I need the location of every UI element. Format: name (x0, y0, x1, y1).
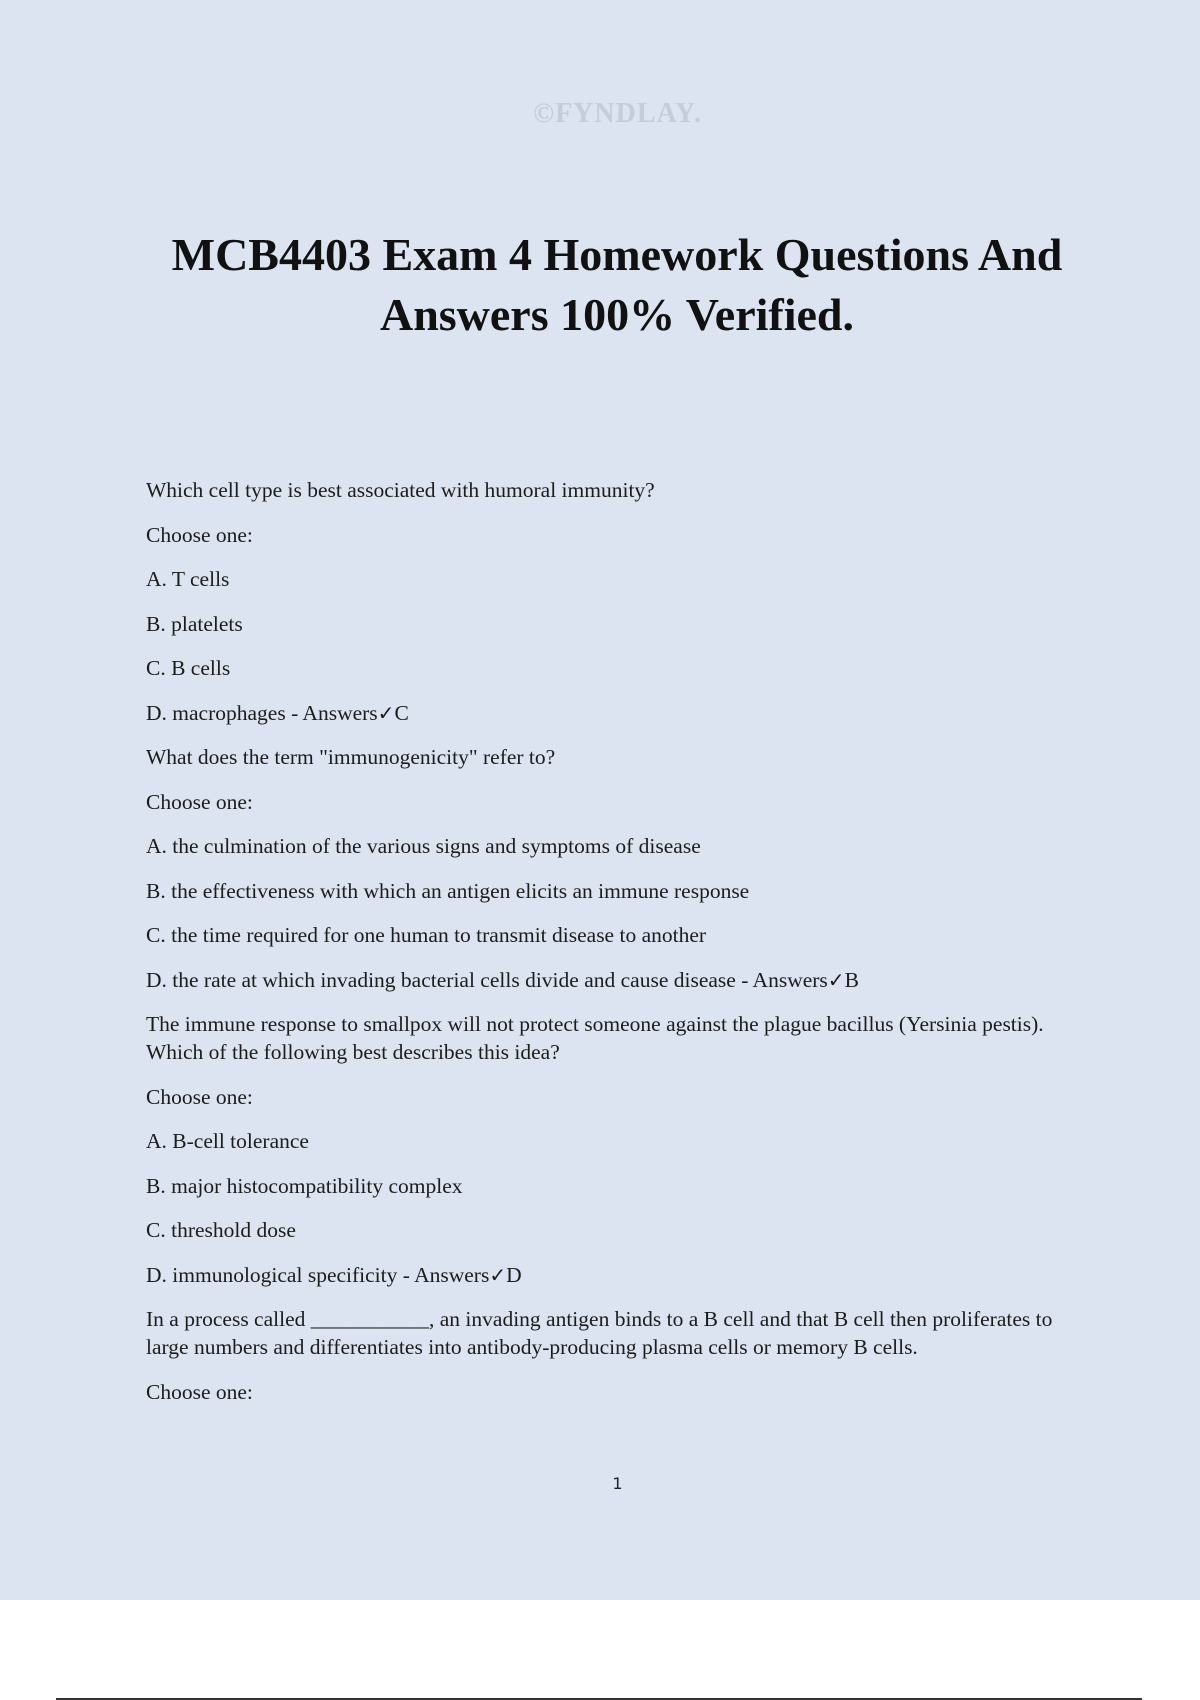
correct-answer: B (844, 967, 859, 992)
answer-option-text: D. macrophages - Answers (146, 700, 378, 725)
answer-option: A. T cells (146, 567, 230, 591)
answer-option-with-key (146, 966, 1096, 994)
document-title: MCB4403 Exam 4 Homework Questions And Answers 100% Verified. (171, 229, 1063, 340)
check-mark-icon: ✓ (377, 700, 395, 725)
correct-answer: C (394, 700, 409, 725)
choose-one-label: Choose one: (146, 1084, 253, 1109)
choose-one-label: Choose one: (146, 1379, 253, 1404)
question-prompt: In a process called ___________, an invading antigen binds to a B cell and that B cell then proliferates to large numbers and differentiates into antibody-producing plasma cells or memory B cells. (146, 1307, 1053, 1359)
answer-option: B. the effectiveness with which an antigen elicits an immune response (146, 878, 750, 903)
question-prompt: The immune response to smallpox will not protect someone against the plague bacillus (Yersinia pestis). Which of the following best describes this idea? (146, 1012, 1044, 1064)
answer-option: B. platelets (146, 611, 243, 636)
answer-option: C. B cells (146, 656, 231, 680)
check-mark-icon: ✓ (827, 967, 845, 992)
question-prompt: What does the term "immunogenicity" refer to? (146, 745, 556, 769)
answer-option: A. the culmination of the various signs and symptoms of disease (146, 834, 701, 858)
answer-option-text: D. immunological specificity - Answers (146, 1262, 490, 1287)
answer-option: C. threshold dose (146, 1218, 296, 1242)
answer-option: C. the time required for one human to transmit disease to another (146, 923, 707, 947)
answer-option-with-key (146, 1261, 1096, 1289)
question-list (146, 476, 1096, 1422)
watermark: ©FYNDLAY. (533, 98, 702, 129)
answer-option-text: D. the rate at which invading bacterial cells divide and cause disease - Answers (146, 967, 828, 992)
choose-one-label: Choose one: (146, 522, 253, 547)
check-mark-icon: ✓ (489, 1262, 507, 1287)
page-number: 1 (612, 1474, 623, 1493)
answer-option: B. major histocompatibility complex (146, 1173, 463, 1198)
question-prompt: Which cell type is best associated with humoral immunity? (146, 478, 655, 502)
answer-option: A. B-cell tolerance (146, 1129, 309, 1153)
answer-option-with-key (146, 699, 1096, 727)
choose-one-label: Choose one: (146, 789, 253, 814)
correct-answer: D (506, 1262, 522, 1287)
